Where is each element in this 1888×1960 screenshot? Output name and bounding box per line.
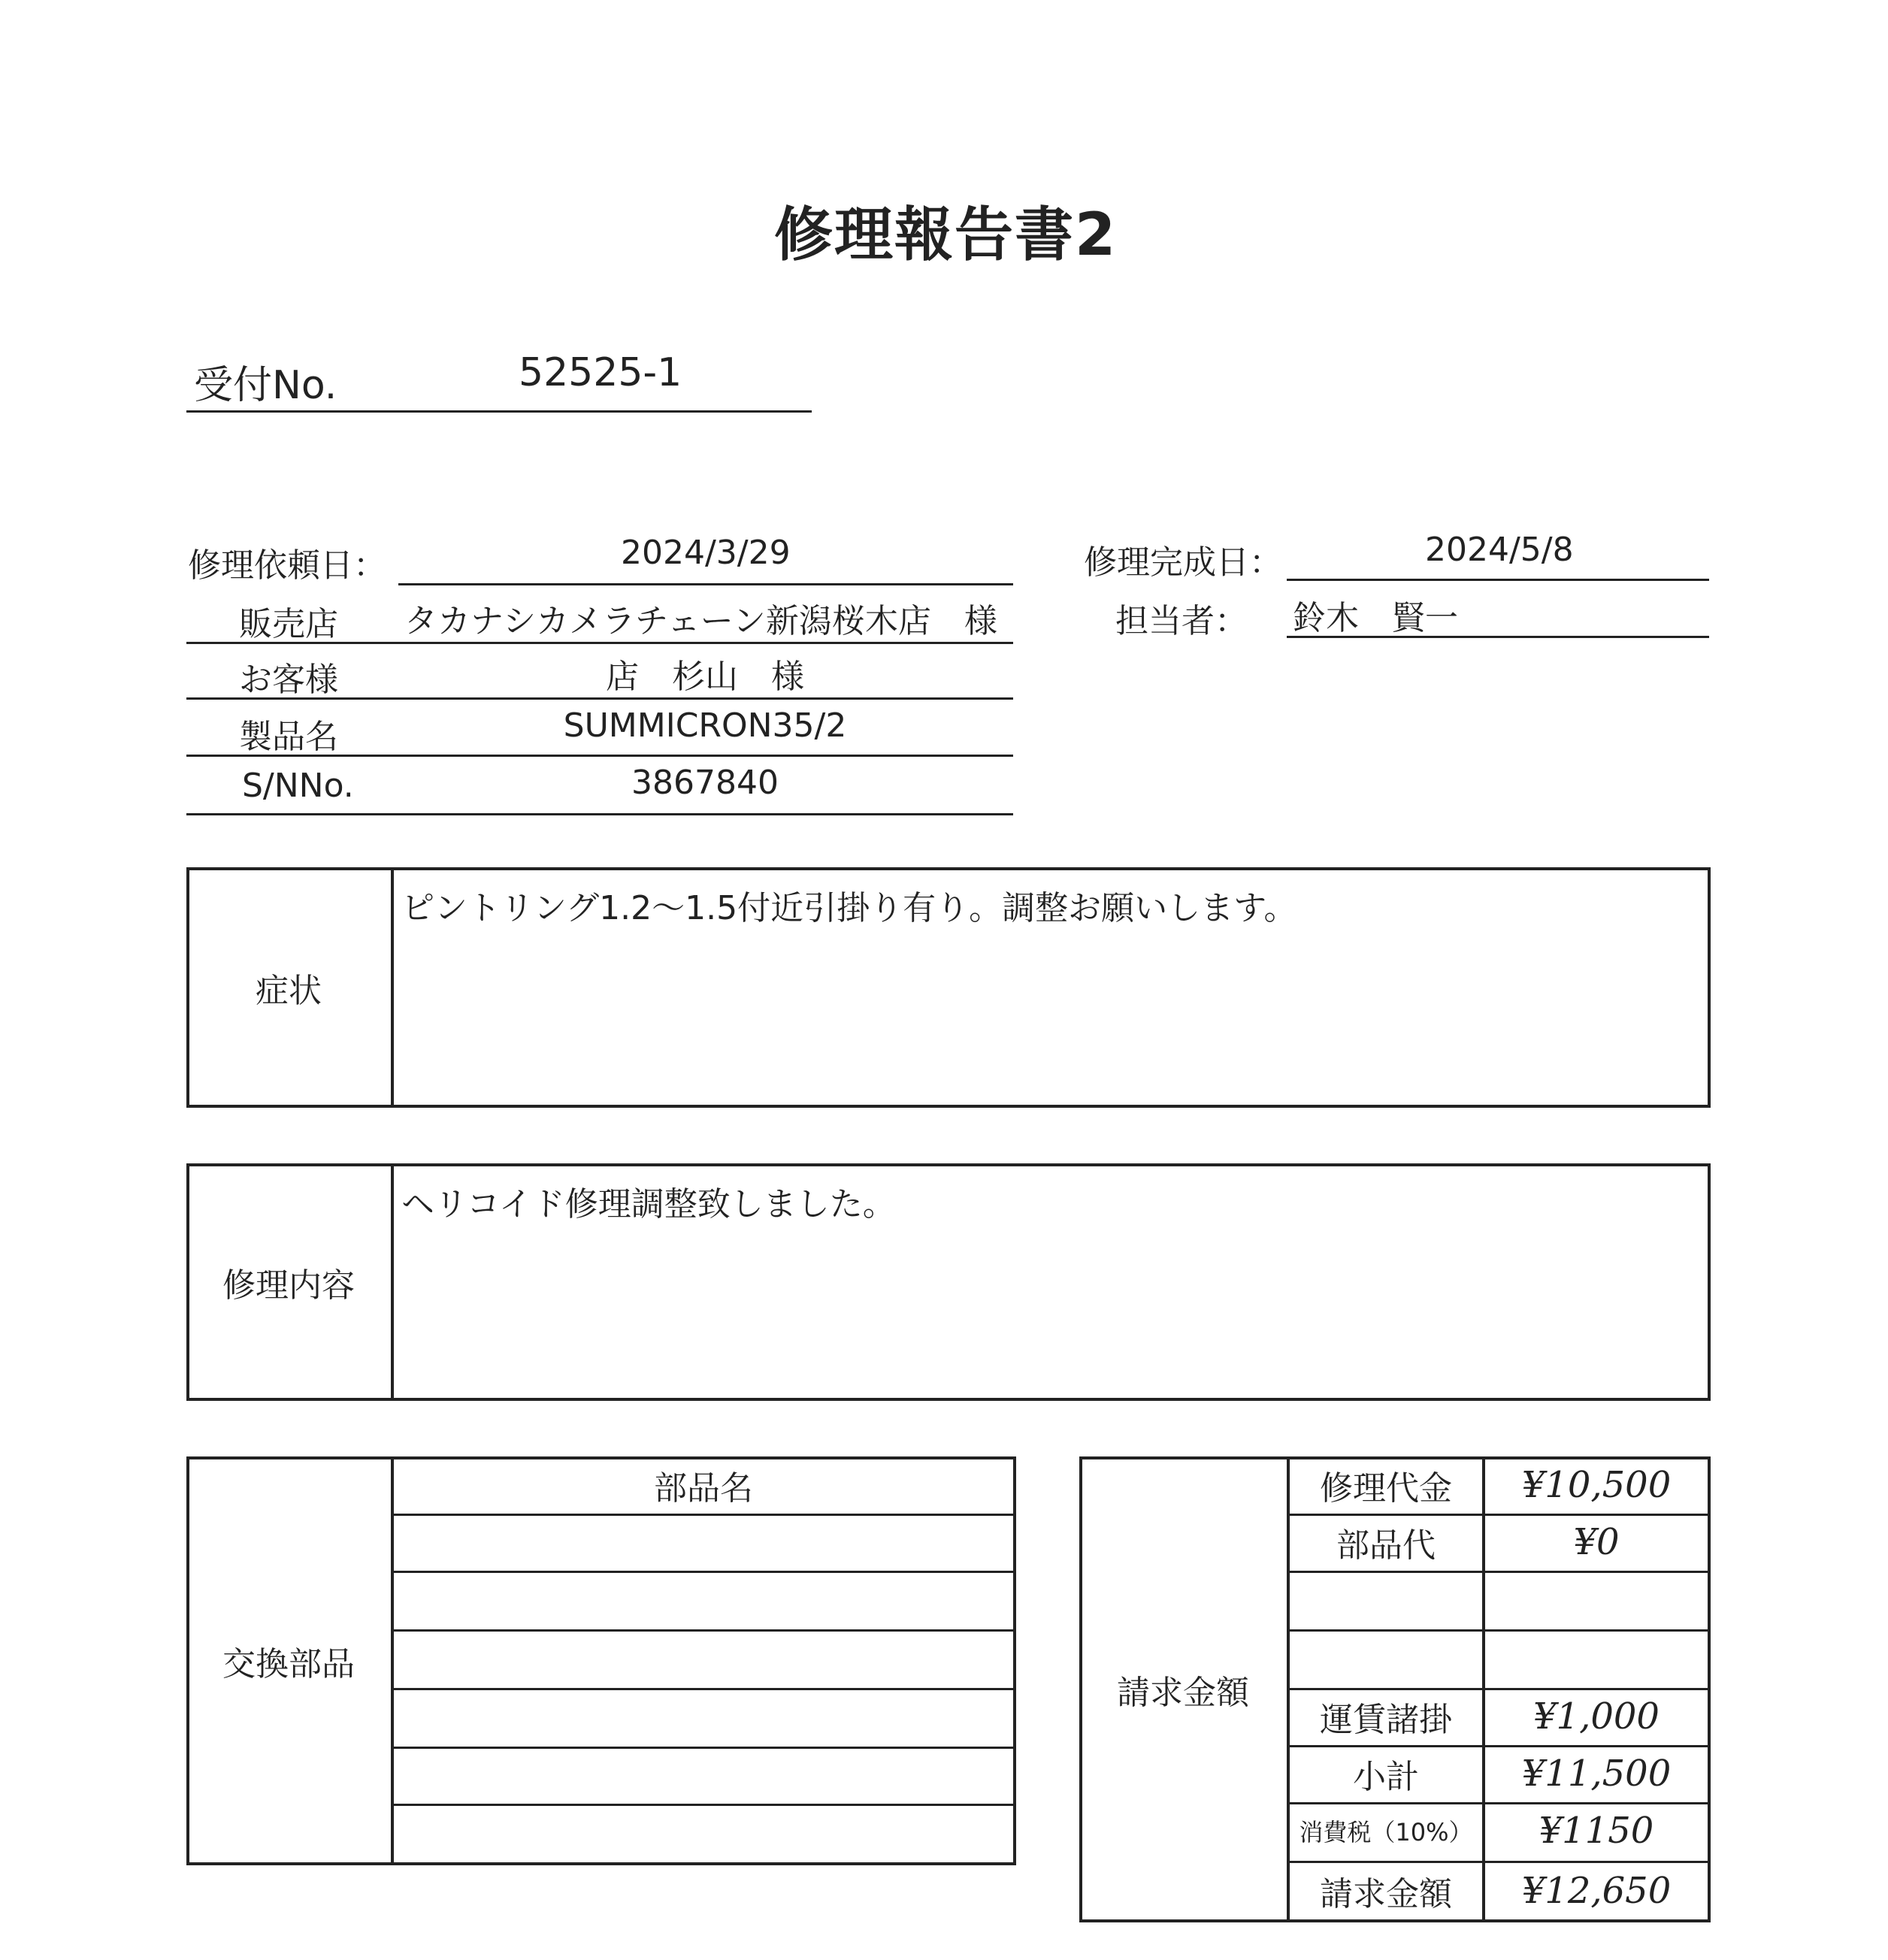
billing-row-label: 消費税（10%） — [1299, 1818, 1473, 1847]
repair-content-text: ヘリコイド修理調整致しました。 — [401, 1185, 896, 1223]
billing-label: 請求金額 — [1117, 1674, 1249, 1712]
info-row-value-shop: タカナシカメラチェーン新潟桜木店 様 — [404, 602, 997, 640]
billing-row-value: ¥11,500 — [1521, 1753, 1672, 1795]
info-row-label-customer: お客様 — [239, 661, 338, 699]
parts-row-line — [391, 1688, 1016, 1690]
completion-date-underline — [1287, 579, 1709, 581]
billing-row-label: 運賃諸掛 — [1320, 1701, 1452, 1739]
billing-row-label: 請求金額 — [1320, 1875, 1452, 1913]
info-row-divider — [186, 813, 1013, 815]
info-row-value-customer: 店 杉山 様 — [606, 658, 804, 696]
billing-row-value: ¥1150 — [1539, 1810, 1654, 1852]
request-date-value: 2024/3/29 — [621, 534, 791, 572]
repair-content-label: 修理内容 — [222, 1266, 355, 1305]
parts-row-line — [391, 1629, 1016, 1632]
billing-row-value: ¥10,500 — [1521, 1464, 1672, 1506]
billing-row-label — [1290, 1571, 1482, 1628]
billing-row-label: 部品代 — [1336, 1526, 1436, 1565]
billing-row-label: 小計 — [1353, 1758, 1419, 1796]
person-in-charge-label: 担当者： — [1115, 602, 1248, 640]
parts-header: 部品名 — [654, 1469, 753, 1508]
billing-row-value: ¥12,650 — [1521, 1870, 1672, 1912]
symptom-box-divider — [391, 867, 394, 1108]
parts-row-line — [391, 1571, 1016, 1573]
billing-row-value — [1485, 1629, 1708, 1686]
parts-row-line — [391, 1747, 1016, 1749]
person-in-charge-value: 鈴木 賢一 — [1293, 599, 1458, 637]
completion-date-label: 修理完成日： — [1084, 543, 1282, 582]
info-row-value-serial: 3867840 — [631, 764, 779, 802]
completion-date-value: 2024/5/8 — [1425, 531, 1574, 569]
parts-row-line — [391, 1514, 1016, 1516]
document-title: 修理報告書2 — [774, 201, 1118, 269]
billing-row-value — [1485, 1571, 1708, 1628]
info-row-label-shop: 販売店 — [239, 605, 338, 643]
info-row-value-product: SUMMICRON35/2 — [563, 706, 847, 745]
info-row-divider — [186, 642, 1013, 644]
info-row-label-product: 製品名 — [239, 718, 338, 756]
symptom-text: ピントリング1.2～1.5付近引掛り有り。調整お願いします。 — [401, 889, 1297, 927]
billing-row-value: ¥0 — [1573, 1521, 1620, 1563]
reception-underline — [186, 410, 812, 413]
person-in-charge-underline — [1287, 636, 1709, 638]
billing-row-label: 修理代金 — [1320, 1469, 1452, 1508]
repair-content-box-divider — [391, 1163, 394, 1401]
info-row-label-serial: S/NNo. — [242, 767, 354, 805]
request-date-underline — [398, 583, 1013, 585]
parts-row-line — [391, 1804, 1016, 1806]
info-row-divider — [186, 697, 1013, 700]
reception-number: 52525-1 — [519, 350, 682, 395]
parts-label: 交換部品 — [222, 1645, 355, 1683]
reception-label: 受付No. — [194, 363, 337, 408]
request-date-label: 修理依頼日： — [188, 546, 386, 585]
billing-row-value: ¥1,000 — [1533, 1695, 1660, 1738]
symptom-label: 症状 — [256, 972, 322, 1010]
billing-row-label — [1290, 1629, 1482, 1686]
info-row-divider — [186, 755, 1013, 757]
